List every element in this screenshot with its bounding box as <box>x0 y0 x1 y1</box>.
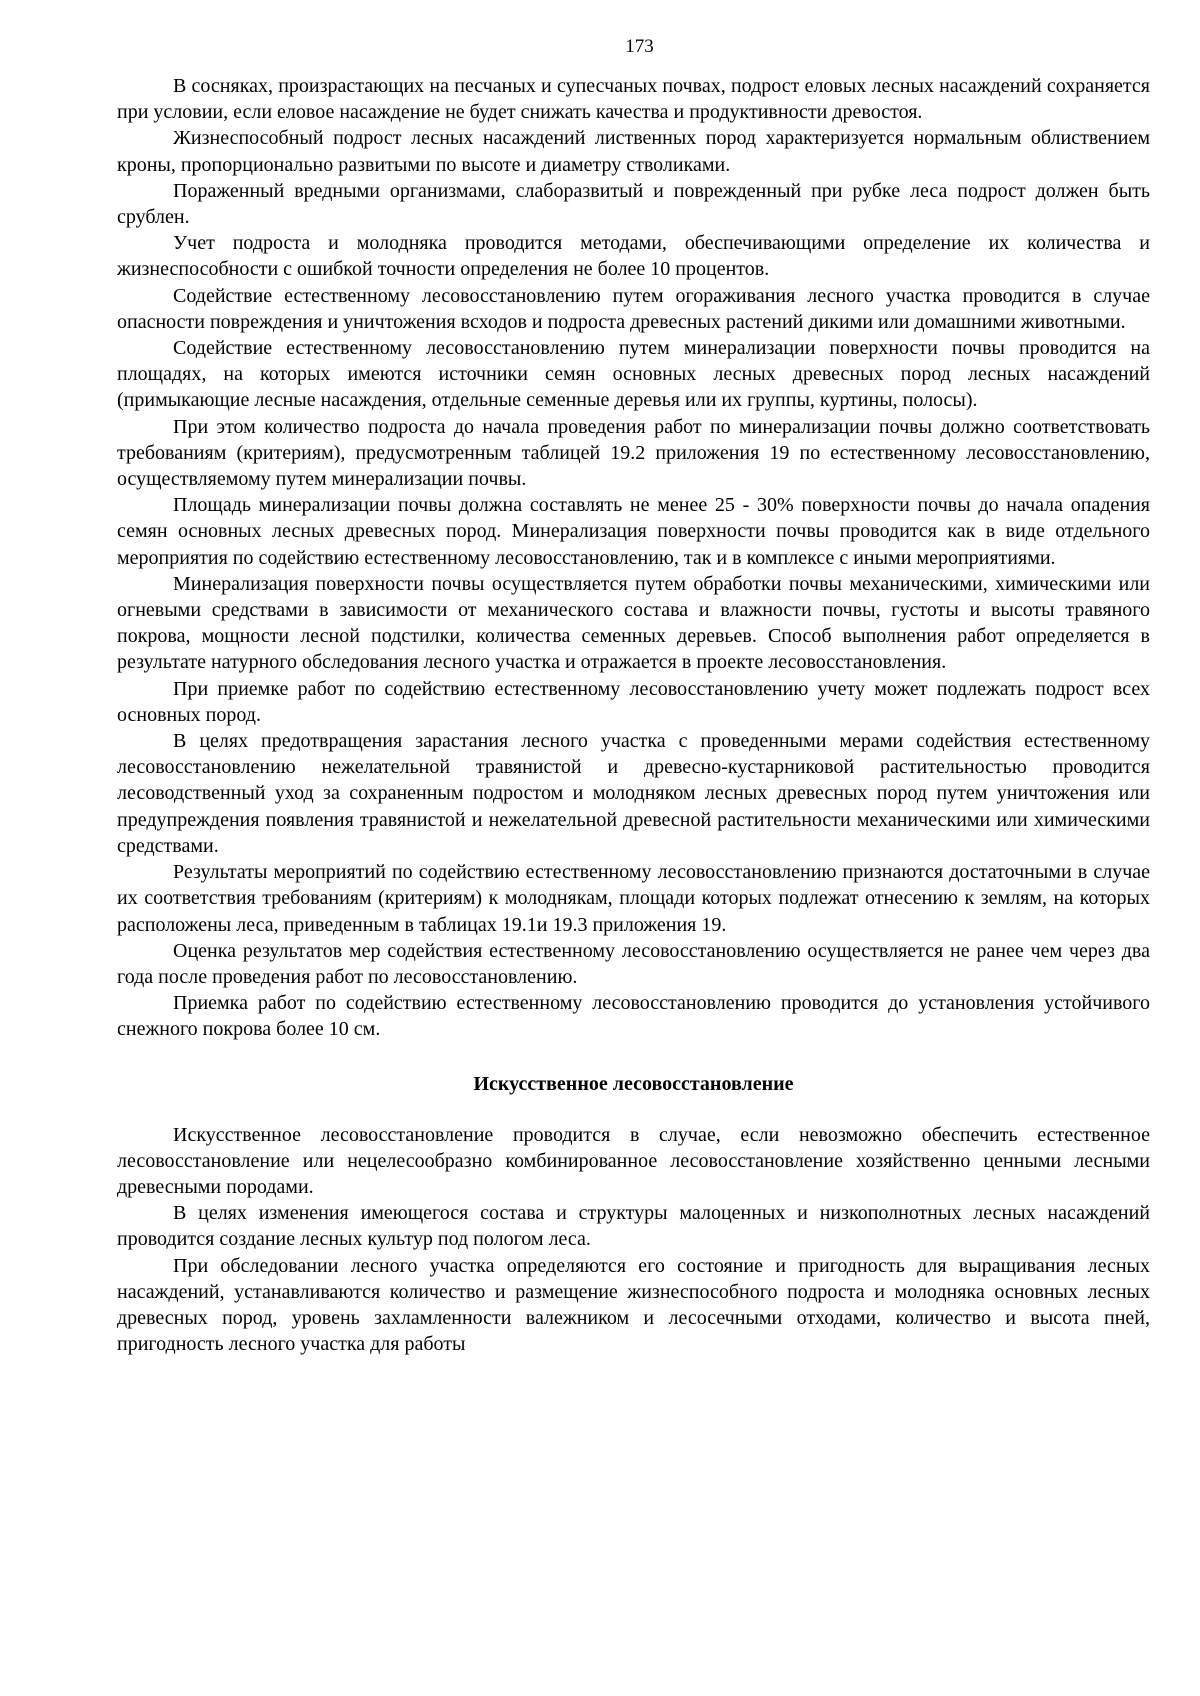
paragraph: При обследовании лесного участка определяются его состояние и пригодность для выращивания лесных насаждений, устанавливаются количество и размещение жизнеспособного подроста и молодняка основных лесных древесных пород, уровень захламленности валежником и лесосечными отходами, количество и высота пней, пригодность лесного участка для работы <box>117 1254 1150 1356</box>
paragraphs-before-section <box>117 73 1150 1043</box>
paragraph: Результаты мероприятий по содействию естественному лесовосстановлению признаются достаточными в случае их соответствия требованиям (критериям) к молоднякам, площади которых подлежат отнесению к землям, на которых расположены леса, приведенным в таблицах 19.1и 19.3 приложения 19. <box>117 861 1150 936</box>
paragraph: При этом количество подроста до начала проведения работ по минерализации почвы должно соответствовать требованиям (критериям), предусмотренным таблицей 19.2 приложения 19 по естественному лесовосстановлению, осуществляемому путем минерализации почвы. <box>117 415 1150 491</box>
page-number: 173 <box>625 36 654 57</box>
paragraph: В сосняках, произрастающих на песчаных и супесчаных почвах, подрост еловых лесных насаждений сохраняется при условии, если еловое насаждение не будет снижать качества и продуктивности древостоя. <box>117 75 1150 124</box>
paragraph: Площадь минерализации почвы должна составлять не менее 25 - 30% поверхности почвы до начала опадения семян основных лесных древесных пород. Минерализация поверхности почвы проводится как в виде отдельного мероприятия по содействию естественному лесовосстановлению, так и в комплексе с иными мероприятиями. <box>117 494 1150 569</box>
paragraph: В целях изменения имеющегося состава и структуры малоценных и низкополнотных лесных насаждений проводится создание лесных культур под пологом леса. <box>117 1202 1150 1251</box>
paragraph: Приемка работ по содействию естественному лесовосстановлению проводится до установления устойчивого снежного покрова более 10 см. <box>117 992 1150 1041</box>
paragraph: Учет подроста и молодняка проводится методами, обеспечивающими определение их количества и жизнеспособности с ошибкой точности определения не более 10 процентов. <box>117 232 1150 281</box>
paragraph: Жизнеспособный подрост лесных насаждений лиственных пород характеризуется нормальным облиствением кроны, пропорционально развитыми по высоте и диаметру стволиками. <box>117 127 1150 176</box>
paragraph: Содействие естественному лесовосстановлению путем минерализации поверхности почвы проводится на площадях, на которых имеются источники семян основных лесных древесных пород лесных насаждений (примыкающие лесные насаждения, отдельные семенные деревья или их группы, куртины, полосы). <box>117 337 1150 412</box>
paragraph: Искусственное лесовосстановление проводится в случае, если невозможно обеспечить естественное лесовосстановление или нецелесообразно комбинированное лесовосстановление хозяйственно ценными лесными древесными породами. <box>117 1123 1150 1198</box>
paragraphs-after-section <box>117 1122 1150 1358</box>
section-title: Искусственное лесовосстановление <box>473 1072 794 1095</box>
paragraph: Оценка результатов мер содействия естественному лесовосстановлению осуществляется не ранее чем через два года после проведения работ по лесовосстановлению. <box>117 939 1150 988</box>
paragraph: Пораженный вредными организмами, слаборазвитый и поврежденный при рубке леса подрост должен быть срублен. <box>117 179 1150 229</box>
paragraph: При приемке работ по содействию естественному лесовосстановлению учету может подлежать подрост всех основных пород. <box>117 677 1150 726</box>
document-page <box>117 36 1150 1357</box>
paragraph: В целях предотвращения зарастания лесного участка с проведенными мерами содействия естественному лесовосстановлению нежелательной травянистой и древесно-кустарниковой растительностью проводится лесоводственный уход за сохраненным подростом и молодняком лесных древесных пород путем уничтожения или предупреждения появления травянистой и нежелательной древесной растительности механическими или химическими средствами. <box>117 730 1150 857</box>
paragraph: Содействие естественному лесовосстановлению путем огораживания лесного участка проводится в случае опасности повреждения и уничтожения всходов и подроста древесных растений дикими или домашними животными. <box>117 284 1150 333</box>
paragraph: Минерализация поверхности почвы осуществляется путем обработки почвы механическими, химическими или огневыми средствами в зависимости от механического состава и влажности почвы, густоты и высоты травяного покрова, мощности лесной подстилки, количества семенных деревьев. Способ выполнения работ определяется в результате натурного обследования лесного участка и отражается в проекте лесовосстановления. <box>117 572 1150 674</box>
